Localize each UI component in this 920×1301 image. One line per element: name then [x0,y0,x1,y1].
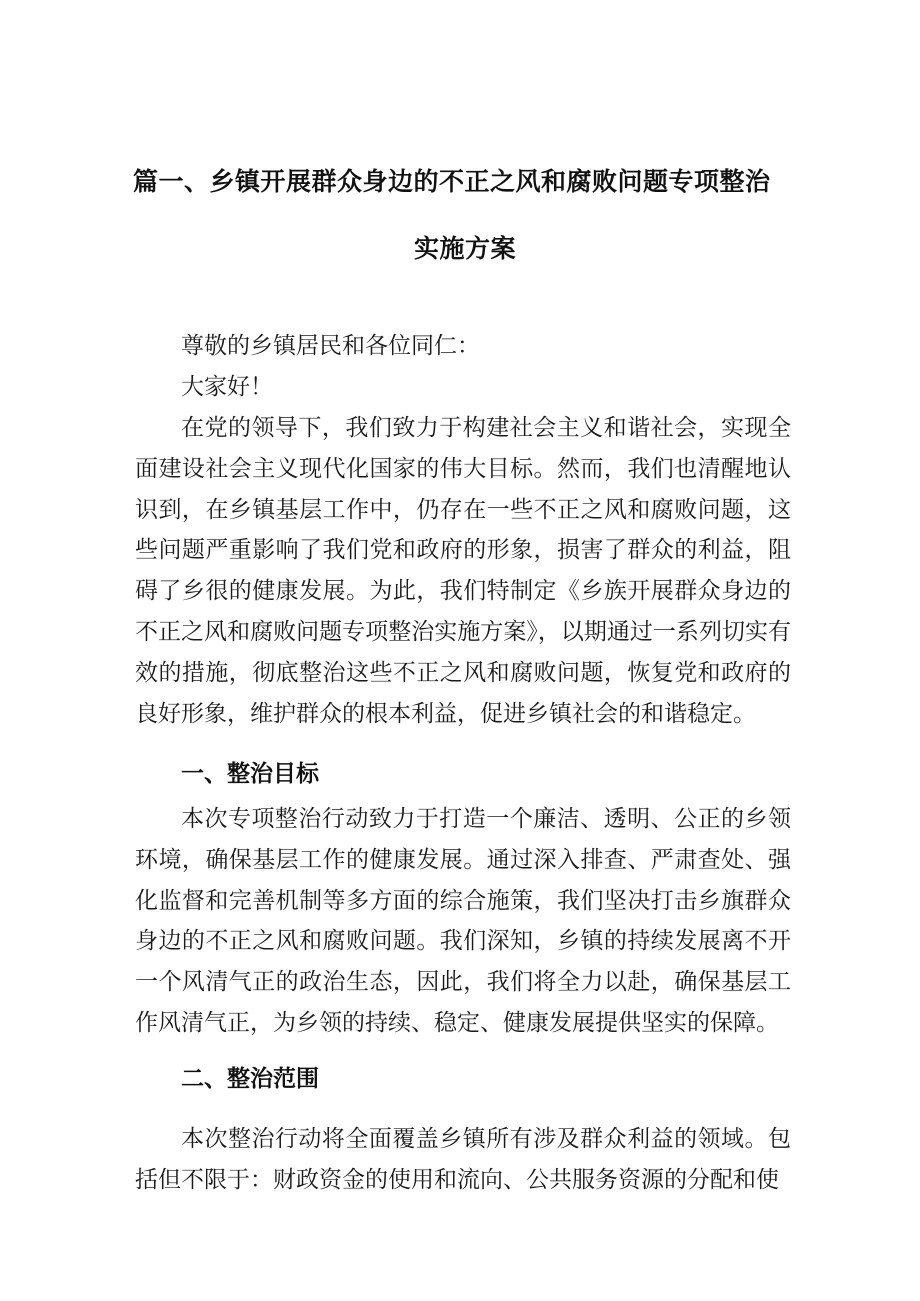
greeting: 大家好！ [181,374,273,400]
section-paragraph-scope: 本次整治行动将全面覆盖乡镇所有涉及群众利益的领域。包括但不限于：财政资金的使用和流向、公共服务资源的分配和使 [135,1126,791,1193]
document-title-line-2: 实施方案 [414,234,517,263]
intro-paragraph: 在党的领导下，我们致力于构建社会主义和谐社会，实现全面建设社会主义现代化国家的伟大目标。然而，我们也清醒地认识到，在乡镇基层工作中，仍存在一些不正之风和腐败问题，这些问题严重影响了我们党和政府的形象，损害了群众的利益，阻碍了乡很的健康发展。为此，我们特制定《乡族开展群众身边的不正之风和腐败问题专项整治实施方案》，以期通过一系列切实有效的措施，彻底整治这些不正之风和腐败问题，恢复党和政府的良好形象，维护群众的根本利益，促进乡镇社会的和谐稳定。 [135,415,791,727]
salutation: 尊敬的乡镇居民和各位同仁： [181,333,480,359]
document-title-line-1: 篇一、乡镇开展群众身边的不正之风和腐败问题专项整治 [133,167,771,196]
section-heading-scope: 二、整治范围 [181,1066,319,1092]
section-paragraph-goals: 本次专项整治行动致力于打造一个廉洁、透明、公正的乡领环境，确保基层工作的健康发展。通过深入排查、严肃查处、强化监督和完善机制等多方面的综合施策，我们坚决打击乡旗群众身边的不正之风和腐败问题。我们深知，乡镇的持续发展离不开一个风清气正的政治生态，因此，我们将全力以赴，确保基层工作风清气正，为乡领的持续、稳定、健康发展提供坚实的保障。 [135,806,791,1036]
section-heading-goals: 一、整治目标 [181,761,319,787]
